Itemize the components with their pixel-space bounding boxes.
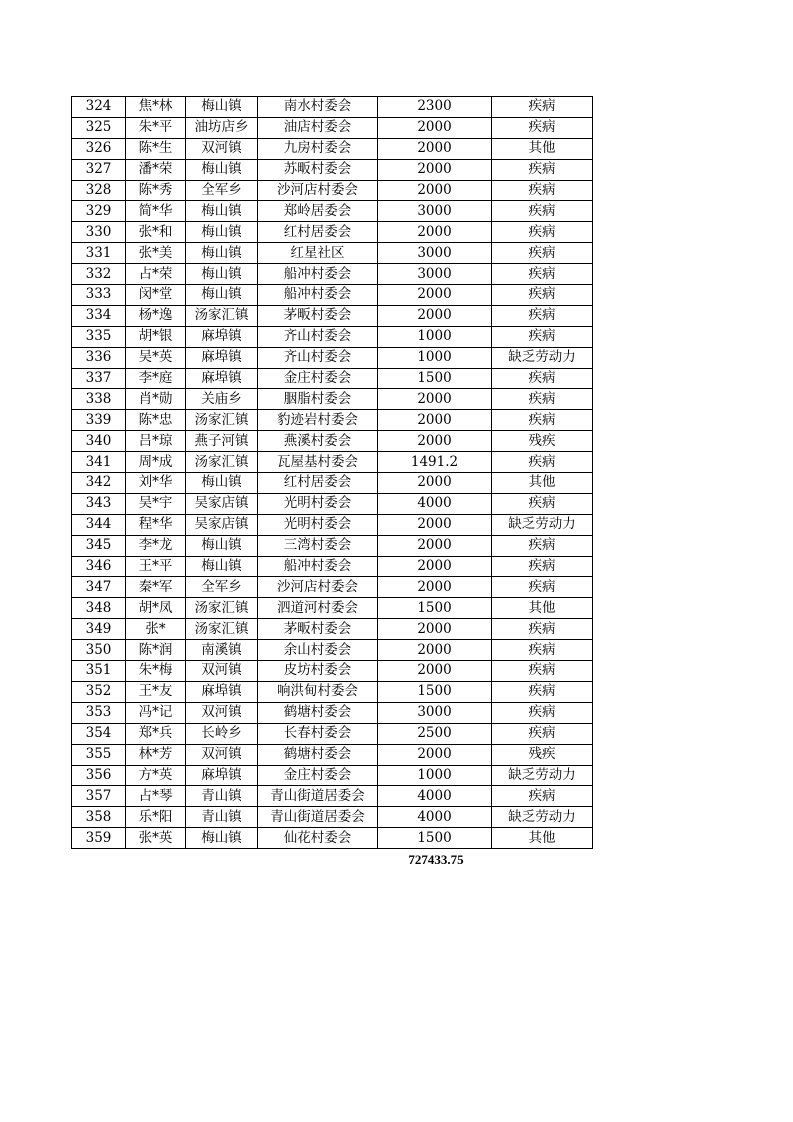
person-name-cell: 朱*梅	[126, 661, 186, 682]
reason-cell: 疾病	[492, 243, 593, 264]
reason-cell: 疾病	[492, 285, 593, 306]
table-row	[72, 138, 593, 159]
reason-cell: 疾病	[492, 535, 593, 556]
row-number-cell: 339	[72, 410, 126, 431]
village-committee-cell: 郑岭居委会	[258, 201, 378, 222]
township-cell: 梅山镇	[186, 243, 258, 264]
person-name-cell: 方*英	[126, 765, 186, 786]
township-cell: 吴家店镇	[186, 493, 258, 514]
township-cell: 梅山镇	[186, 828, 258, 849]
village-committee-cell: 苏畈村委会	[258, 159, 378, 180]
row-number-cell: 337	[72, 368, 126, 389]
table-row	[72, 702, 593, 723]
table-row	[72, 347, 593, 368]
village-committee-cell: 茅畈村委会	[258, 305, 378, 326]
reason-cell: 疾病	[492, 389, 593, 410]
township-cell: 梅山镇	[186, 473, 258, 494]
reason-cell: 疾病	[492, 493, 593, 514]
township-cell: 麻埠镇	[186, 765, 258, 786]
township-cell: 麻埠镇	[186, 347, 258, 368]
amount-cell: 2000	[378, 514, 492, 535]
village-committee-cell: 余山村委会	[258, 640, 378, 661]
reason-cell: 缺乏劳动力	[492, 347, 593, 368]
table-row	[72, 222, 593, 243]
table-row	[72, 368, 593, 389]
row-number-cell: 348	[72, 598, 126, 619]
person-name-cell: 胡*凤	[126, 598, 186, 619]
reason-cell: 残疾	[492, 744, 593, 765]
amount-cell: 4000	[378, 786, 492, 807]
table-row	[72, 159, 593, 180]
township-cell: 汤家汇镇	[186, 305, 258, 326]
amount-cell: 3000	[378, 243, 492, 264]
row-number-cell: 327	[72, 159, 126, 180]
person-name-cell: 焦*林	[126, 97, 186, 118]
amount-cell: 2000	[378, 619, 492, 640]
person-name-cell: 周*成	[126, 452, 186, 473]
village-committee-cell: 三湾村委会	[258, 535, 378, 556]
table-row	[72, 619, 593, 640]
row-number-cell: 349	[72, 619, 126, 640]
amount-cell: 2000	[378, 473, 492, 494]
amount-cell: 2000	[378, 117, 492, 138]
person-name-cell: 冯*记	[126, 702, 186, 723]
row-number-cell: 355	[72, 744, 126, 765]
table-row	[72, 201, 593, 222]
village-committee-cell: 长春村委会	[258, 723, 378, 744]
row-number-cell: 342	[72, 473, 126, 494]
township-cell: 麻埠镇	[186, 326, 258, 347]
amount-cell: 2000	[378, 577, 492, 598]
person-name-cell: 吴*英	[126, 347, 186, 368]
amount-cell: 2000	[378, 222, 492, 243]
row-number-cell: 343	[72, 493, 126, 514]
township-cell: 麻埠镇	[186, 681, 258, 702]
amount-cell: 1500	[378, 598, 492, 619]
amount-cell: 2000	[378, 744, 492, 765]
row-number-cell: 326	[72, 138, 126, 159]
village-committee-cell: 沙河店村委会	[258, 577, 378, 598]
reason-cell: 疾病	[492, 723, 593, 744]
person-name-cell: 李*庭	[126, 368, 186, 389]
village-committee-cell: 九房村委会	[258, 138, 378, 159]
township-cell: 双河镇	[186, 138, 258, 159]
row-number-cell: 346	[72, 556, 126, 577]
row-number-cell: 324	[72, 97, 126, 118]
amount-cell: 2000	[378, 285, 492, 306]
village-committee-cell: 泗道河村委会	[258, 598, 378, 619]
row-number-cell: 347	[72, 577, 126, 598]
township-cell: 燕子河镇	[186, 431, 258, 452]
person-name-cell: 胡*银	[126, 326, 186, 347]
table-row	[72, 514, 593, 535]
amount-cell: 3000	[378, 264, 492, 285]
reason-cell: 缺乏劳动力	[492, 807, 593, 828]
row-number-cell: 352	[72, 681, 126, 702]
table-row	[72, 786, 593, 807]
amount-cell: 2000	[378, 556, 492, 577]
village-committee-cell: 油店村委会	[258, 117, 378, 138]
reason-cell: 疾病	[492, 159, 593, 180]
table-row	[72, 556, 593, 577]
row-number-cell: 341	[72, 452, 126, 473]
township-cell: 全军乡	[186, 577, 258, 598]
table-row	[72, 807, 593, 828]
row-number-cell: 345	[72, 535, 126, 556]
person-name-cell: 陈*忠	[126, 410, 186, 431]
amount-cell: 2000	[378, 431, 492, 452]
township-cell: 梅山镇	[186, 97, 258, 118]
township-cell: 麻埠镇	[186, 368, 258, 389]
person-name-cell: 潘*荣	[126, 159, 186, 180]
person-name-cell: 郑*兵	[126, 723, 186, 744]
reason-cell: 疾病	[492, 201, 593, 222]
township-cell: 梅山镇	[186, 535, 258, 556]
table-row	[72, 452, 593, 473]
row-number-cell: 333	[72, 285, 126, 306]
row-number-cell: 357	[72, 786, 126, 807]
person-name-cell: 张*英	[126, 828, 186, 849]
reason-cell: 疾病	[492, 661, 593, 682]
amount-cell: 2000	[378, 535, 492, 556]
person-name-cell: 王*友	[126, 681, 186, 702]
township-cell: 汤家汇镇	[186, 598, 258, 619]
person-name-cell: 占*荣	[126, 264, 186, 285]
reason-cell: 缺乏劳动力	[492, 765, 593, 786]
person-name-cell: 简*华	[126, 201, 186, 222]
reason-cell: 残疾	[492, 431, 593, 452]
reason-cell: 疾病	[492, 452, 593, 473]
reason-cell: 疾病	[492, 117, 593, 138]
person-name-cell: 吕*琼	[126, 431, 186, 452]
village-committee-cell: 鹤塘村委会	[258, 744, 378, 765]
person-name-cell: 吴*宇	[126, 493, 186, 514]
village-committee-cell: 红村居委会	[258, 222, 378, 243]
table-row	[72, 535, 593, 556]
village-committee-cell: 光明村委会	[258, 514, 378, 535]
amount-cell: 2000	[378, 305, 492, 326]
table-row	[72, 117, 593, 138]
amount-cell: 2000	[378, 661, 492, 682]
township-cell: 梅山镇	[186, 201, 258, 222]
reason-cell: 疾病	[492, 410, 593, 431]
village-committee-cell: 茅畈村委会	[258, 619, 378, 640]
amount-cell: 2000	[378, 138, 492, 159]
table-row	[72, 305, 593, 326]
amount-cell: 1500	[378, 368, 492, 389]
row-number-cell: 338	[72, 389, 126, 410]
reason-cell: 疾病	[492, 577, 593, 598]
village-committee-cell: 燕溪村委会	[258, 431, 378, 452]
reason-cell: 疾病	[492, 180, 593, 201]
village-committee-cell: 金庄村委会	[258, 765, 378, 786]
table-row	[72, 598, 593, 619]
row-number-cell: 354	[72, 723, 126, 744]
person-name-cell: 张*美	[126, 243, 186, 264]
amount-cell: 1500	[378, 828, 492, 849]
amount-cell: 1491.2	[378, 452, 492, 473]
person-name-cell: 程*华	[126, 514, 186, 535]
village-committee-cell: 船冲村委会	[258, 264, 378, 285]
township-cell: 梅山镇	[186, 264, 258, 285]
township-cell: 吴家店镇	[186, 514, 258, 535]
township-cell: 油坊店乡	[186, 117, 258, 138]
reason-cell: 疾病	[492, 264, 593, 285]
row-number-cell: 340	[72, 431, 126, 452]
village-committee-cell: 瓦屋基村委会	[258, 452, 378, 473]
amount-cell: 1000	[378, 326, 492, 347]
person-name-cell: 朱*平	[126, 117, 186, 138]
reason-cell: 疾病	[492, 681, 593, 702]
person-name-cell: 李*龙	[126, 535, 186, 556]
table-row	[72, 765, 593, 786]
village-committee-cell: 胭脂村委会	[258, 389, 378, 410]
table-row	[72, 744, 593, 765]
person-name-cell: 肖*勋	[126, 389, 186, 410]
reason-cell: 疾病	[492, 305, 593, 326]
row-number-cell: 356	[72, 765, 126, 786]
township-cell: 梅山镇	[186, 159, 258, 180]
person-name-cell: 闵*堂	[126, 285, 186, 306]
grand-total: 727433.75	[408, 852, 464, 867]
row-number-cell: 351	[72, 661, 126, 682]
village-committee-cell: 沙河店村委会	[258, 180, 378, 201]
amount-cell: 3000	[378, 702, 492, 723]
amount-cell: 2000	[378, 159, 492, 180]
amount-cell: 1000	[378, 347, 492, 368]
person-name-cell: 林*芳	[126, 744, 186, 765]
amount-cell: 4000	[378, 493, 492, 514]
amount-cell: 2300	[378, 97, 492, 118]
person-name-cell: 杨*逸	[126, 305, 186, 326]
village-committee-cell: 齐山村委会	[258, 326, 378, 347]
village-committee-cell: 响洪甸村委会	[258, 681, 378, 702]
row-number-cell: 331	[72, 243, 126, 264]
person-name-cell: 乐*阳	[126, 807, 186, 828]
table-row	[72, 681, 593, 702]
reason-cell: 疾病	[492, 786, 593, 807]
relief-table	[71, 96, 593, 849]
amount-cell: 2500	[378, 723, 492, 744]
township-cell: 南溪镇	[186, 640, 258, 661]
table-row	[72, 661, 593, 682]
amount-cell: 2000	[378, 640, 492, 661]
reason-cell: 疾病	[492, 556, 593, 577]
amount-cell: 2000	[378, 180, 492, 201]
village-committee-cell: 齐山村委会	[258, 347, 378, 368]
table-row	[72, 264, 593, 285]
person-name-cell: 张*	[126, 619, 186, 640]
reason-cell: 其他	[492, 138, 593, 159]
village-committee-cell: 金庄村委会	[258, 368, 378, 389]
village-committee-cell: 红星社区	[258, 243, 378, 264]
table-row	[72, 828, 593, 849]
table-row	[72, 326, 593, 347]
table-row	[72, 410, 593, 431]
row-number-cell: 358	[72, 807, 126, 828]
row-number-cell: 344	[72, 514, 126, 535]
row-number-cell: 325	[72, 117, 126, 138]
township-cell: 双河镇	[186, 744, 258, 765]
village-committee-cell: 船冲村委会	[258, 285, 378, 306]
village-committee-cell: 鹤塘村委会	[258, 702, 378, 723]
village-committee-cell: 青山街道居委会	[258, 786, 378, 807]
table-row	[72, 431, 593, 452]
row-number-cell: 329	[72, 201, 126, 222]
township-cell: 汤家汇镇	[186, 452, 258, 473]
table-row	[72, 640, 593, 661]
row-number-cell: 335	[72, 326, 126, 347]
reason-cell: 其他	[492, 828, 593, 849]
township-cell: 全军乡	[186, 180, 258, 201]
village-committee-cell: 红村居委会	[258, 473, 378, 494]
township-cell: 梅山镇	[186, 556, 258, 577]
reason-cell: 疾病	[492, 368, 593, 389]
amount-cell: 2000	[378, 410, 492, 431]
township-cell: 青山镇	[186, 786, 258, 807]
table-row	[72, 285, 593, 306]
table-row	[72, 577, 593, 598]
row-number-cell: 359	[72, 828, 126, 849]
amount-cell: 3000	[378, 201, 492, 222]
township-cell: 汤家汇镇	[186, 619, 258, 640]
row-number-cell: 332	[72, 264, 126, 285]
amount-cell: 2000	[378, 389, 492, 410]
table-row	[72, 180, 593, 201]
row-number-cell: 334	[72, 305, 126, 326]
amount-cell: 1000	[378, 765, 492, 786]
reason-cell: 其他	[492, 598, 593, 619]
table-row	[72, 389, 593, 410]
amount-cell: 1500	[378, 681, 492, 702]
person-name-cell: 占*琴	[126, 786, 186, 807]
village-committee-cell: 青山街道居委会	[258, 807, 378, 828]
reason-cell: 疾病	[492, 640, 593, 661]
township-cell: 梅山镇	[186, 222, 258, 243]
township-cell: 关庙乡	[186, 389, 258, 410]
reason-cell: 疾病	[492, 702, 593, 723]
person-name-cell: 陈*秀	[126, 180, 186, 201]
table-row	[72, 473, 593, 494]
table-row	[72, 97, 593, 118]
reason-cell: 其他	[492, 473, 593, 494]
village-committee-cell: 光明村委会	[258, 493, 378, 514]
person-name-cell: 陈*润	[126, 640, 186, 661]
reason-cell: 疾病	[492, 222, 593, 243]
village-committee-cell: 南水村委会	[258, 97, 378, 118]
reason-cell: 疾病	[492, 326, 593, 347]
row-number-cell: 330	[72, 222, 126, 243]
row-number-cell: 353	[72, 702, 126, 723]
township-cell: 梅山镇	[186, 285, 258, 306]
village-committee-cell: 仙花村委会	[258, 828, 378, 849]
person-name-cell: 张*和	[126, 222, 186, 243]
township-cell: 长岭乡	[186, 723, 258, 744]
row-number-cell: 350	[72, 640, 126, 661]
township-cell: 双河镇	[186, 661, 258, 682]
person-name-cell: 王*平	[126, 556, 186, 577]
person-name-cell: 秦*军	[126, 577, 186, 598]
table-row	[72, 493, 593, 514]
row-number-cell: 328	[72, 180, 126, 201]
village-committee-cell: 皮坊村委会	[258, 661, 378, 682]
township-cell: 汤家汇镇	[186, 410, 258, 431]
village-committee-cell: 船冲村委会	[258, 556, 378, 577]
reason-cell: 疾病	[492, 619, 593, 640]
township-cell: 双河镇	[186, 702, 258, 723]
reason-cell: 疾病	[492, 97, 593, 118]
township-cell: 青山镇	[186, 807, 258, 828]
table-row	[72, 723, 593, 744]
table-body	[72, 97, 593, 849]
amount-cell: 4000	[378, 807, 492, 828]
village-committee-cell: 豹迹岩村委会	[258, 410, 378, 431]
person-name-cell: 陈*生	[126, 138, 186, 159]
person-name-cell: 刘*华	[126, 473, 186, 494]
table-row	[72, 243, 593, 264]
reason-cell: 缺乏劳动力	[492, 514, 593, 535]
row-number-cell: 336	[72, 347, 126, 368]
